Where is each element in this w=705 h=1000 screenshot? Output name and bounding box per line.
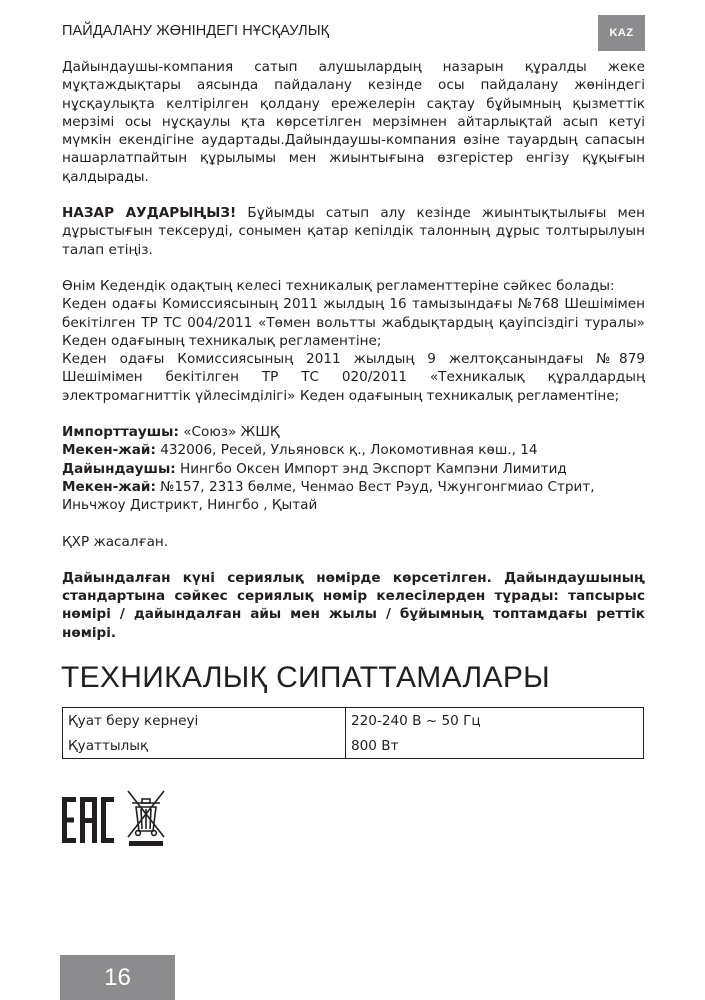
importer-address-value: 432006, Ресей, Ульяновск қ., Локомотивная көш., 14 xyxy=(155,442,538,459)
attention-text: Бұйымды сатып алу кезінде жиынтықтылығы мен дұрыстығын тексеруді, сонымен қатар кепілдік талонның дұрыс толтырылуын талап етіңіз. xyxy=(62,205,645,258)
intro-paragraph: Дайындаушы-компания сатып алушылардың назарын құралды жеке мұқтаждықтары аясында пайдалану кезінде осы пайдалану жөніндегі нұсқаулықта келтірілген қолдану ережелерін сақтау бұйымның қызметтік мерзімі осы нұсқаулы қта көрсетілген мерзімнен айтарлықтай асып кетуі мүмкін екендігіне аудартады.Дайындаушы-компания өзіне тауардың сапасын нашарлатпайтын құрылымы мен жиынтығына өзгерістер енгізу құқығын қалдырады. xyxy=(62,59,645,185)
spec-value: 220-240 В ~ 50 Гц xyxy=(346,708,644,734)
regulation-2: Кеден одағы Комиссиясының 2011 жылдың 9 желтоқсанындағы №879 Шешімімен бекітілген ТР ТС 020/2011 «Техникалық құралдардың электромагниттік үйлесімділігі» Кеден одағының техникалық регламентіне; xyxy=(62,351,645,404)
importer-label: Импорттаушы: xyxy=(62,424,179,441)
crossed-bin-icon xyxy=(128,791,164,846)
manufacturer-address-value: №157, 2313 бөлме, Ченмао Вест Рэуд, Чжунгонгмиао Стрит, Иньчжоу Дистрикт, Нингбо , Қытай xyxy=(62,478,595,514)
importer-address-line xyxy=(62,441,645,459)
importer-address-label: Мекен-жай: xyxy=(62,442,156,459)
origin-line: ҚХР жасалған. xyxy=(62,533,169,550)
manufacturer-line xyxy=(62,460,645,478)
attention-paragraph xyxy=(62,204,645,259)
manufacturer-address-line xyxy=(62,478,645,515)
table-row xyxy=(63,733,644,759)
spec-label: Қуаттылық xyxy=(63,733,346,759)
certification-marks xyxy=(60,789,180,849)
manufacturer-label: Дайындаушы: xyxy=(62,460,176,477)
document-header-title: ПАЙДАЛАНУ ЖӨНІНДЕГІ НҰСҚАУЛЫҚ xyxy=(62,23,330,39)
compliance-intro: Өнім Кедендік одақтың келесі техникалық регламенттеріне сәйкес болады: xyxy=(62,277,615,294)
importer-value: «Союз» ЖШҚ xyxy=(178,424,280,441)
importer-line xyxy=(62,423,645,441)
eac-icon xyxy=(62,797,114,843)
spec-label: Қуат беру кернеуі xyxy=(63,708,346,734)
manufacturer-address-label: Мекен-жай: xyxy=(62,478,156,495)
specs-title: ТЕХНИКАЛЫҚ СИПАТТАМАЛАРЫ xyxy=(61,661,551,694)
attention-label: НАЗАР АУДАРЫҢЫЗ! xyxy=(62,205,237,222)
language-badge: KAZ xyxy=(598,15,645,51)
page-number: 16 xyxy=(60,955,175,1000)
certification-logos xyxy=(60,789,180,853)
body-text xyxy=(62,58,645,642)
specs-table xyxy=(62,707,644,759)
manufacturer-value: Нингбо Оксен Импорт энд Экспорт Кампэни Лимитид xyxy=(175,460,567,477)
serial-number-note: Дайындалған күні сериялық нөмірде көрсетілген. Дайындаушының стандартына сәйкес сериялық нөмір келесілерден тұрады: тапсырыс нөмірі / дайындалған айы мен жылы / бұйымның топтамдағы реттік нөмірі. xyxy=(62,569,645,641)
regulation-1: Кеден одағы Комиссиясының 2011 жылдың 16 тамызындағы №768 Шешімімен бекітілген ТР ТС 004/2011 «Төмен вольтты жабдықтардың қауіпсіздігі туралы» Кеден одағының техникалық регламентіне; xyxy=(62,296,645,349)
spec-value: 800 Вт xyxy=(346,733,644,759)
table-row xyxy=(63,708,644,734)
